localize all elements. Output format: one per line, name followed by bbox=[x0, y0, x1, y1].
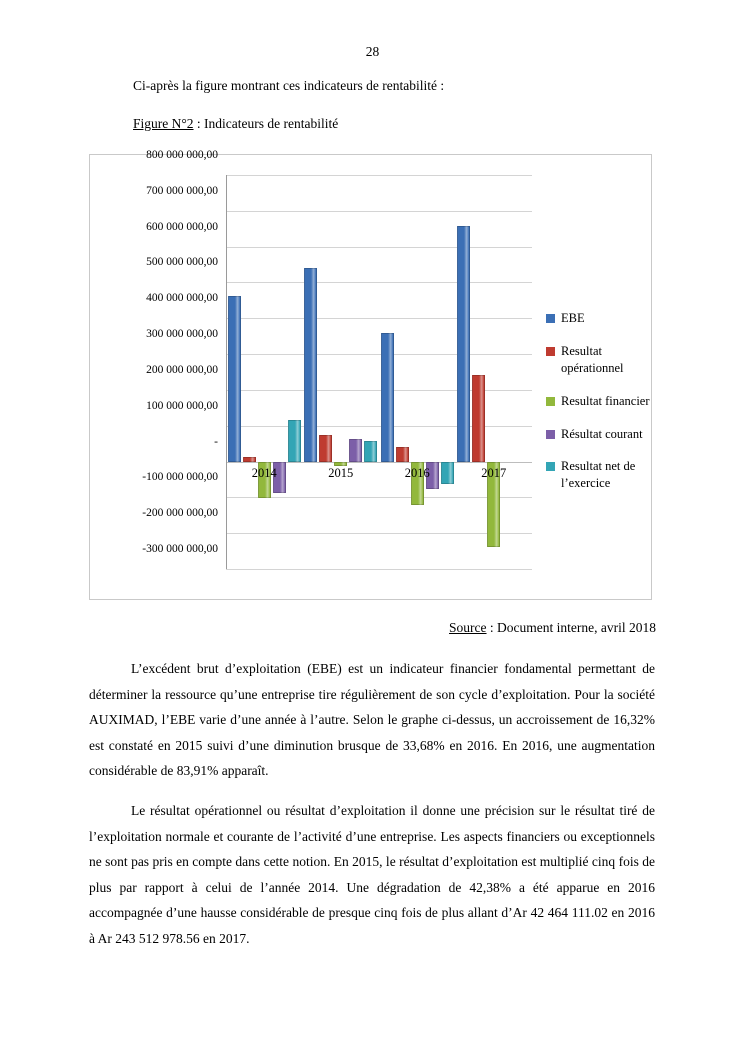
figure-title: : Indicateurs de rentabilité bbox=[193, 116, 339, 131]
legend-label: Resultat financier bbox=[561, 393, 650, 408]
y-axis-tick-label: 700 000 000,00 bbox=[146, 184, 218, 197]
bar-2016-series-0 bbox=[381, 333, 394, 461]
source-note bbox=[449, 620, 656, 636]
chart-legend bbox=[546, 310, 651, 508]
y-axis-tick-label: 600 000 000,00 bbox=[146, 220, 218, 233]
x-axis-label-2016: 2016 bbox=[404, 465, 430, 480]
page-number: 28 bbox=[365, 44, 380, 59]
x-axis-label-2017: 2017 bbox=[481, 465, 507, 480]
legend-item-1[interactable] bbox=[546, 343, 651, 377]
legend-swatch-icon bbox=[546, 462, 555, 471]
x-axis-label-2015: 2015 bbox=[328, 465, 354, 480]
source-text: : Document interne, avril 2018 bbox=[486, 620, 656, 635]
intro-line: Ci-après la figure montrant ces indicateurs de rentabilité : bbox=[133, 78, 445, 93]
y-axis-tick-label: 100 000 000,00 bbox=[146, 399, 218, 412]
bar-2017-series-0 bbox=[457, 226, 470, 462]
y-axis-tick-label: -100 000 000,00 bbox=[142, 471, 218, 484]
legend-swatch-icon bbox=[546, 347, 555, 356]
y-axis-tick-label: - bbox=[214, 435, 218, 448]
legend-label: EBE bbox=[561, 311, 585, 325]
legend-item-3[interactable] bbox=[546, 426, 651, 443]
bar-2014-series-1 bbox=[243, 457, 256, 462]
source-label: Source bbox=[449, 620, 487, 635]
bar-2015-series-1 bbox=[319, 435, 332, 461]
bar-2017-series-1 bbox=[472, 375, 485, 462]
y-axis-tick-label: -300 000 000,00 bbox=[142, 543, 218, 555]
figure-caption bbox=[133, 116, 338, 132]
y-axis-ticks bbox=[90, 149, 218, 555]
legend-item-4[interactable] bbox=[546, 458, 651, 492]
bar-2014-series-4 bbox=[288, 420, 301, 462]
y-axis-tick-label: 200 000 000,00 bbox=[146, 363, 218, 376]
y-axis-tick-label: -200 000 000,00 bbox=[142, 507, 218, 520]
gridline bbox=[226, 569, 532, 570]
y-axis-tick-label: 300 000 000,00 bbox=[146, 328, 218, 341]
x-axis-label-2014: 2014 bbox=[251, 465, 277, 480]
legend-swatch-icon bbox=[546, 430, 555, 439]
bar-2016-series-1 bbox=[396, 447, 409, 462]
y-axis-tick-label: 400 000 000,00 bbox=[146, 292, 218, 305]
legend-swatch-icon bbox=[546, 397, 555, 406]
paragraph-ebe: L’excédent brut d’exploitation (EBE) est un indicateur financier fondamental permettant de déterminer la ressource qu’une entreprise tire régulièrement de son cycle d’exploitation. Pour la société AUXIMAD, l’EBE varie d’une année à l’autre. Selon le graphe ci-dessus, un accroissement de 16,32% est constaté en 2015 suivi d’une diminution brusque de 33,68% en 2016. En 2016, une augmentation considérable de 83,91% apparaît. bbox=[89, 661, 655, 778]
legend-label: Resultat opérationnel bbox=[561, 343, 624, 375]
bar-2015-series-0 bbox=[304, 268, 317, 461]
legend-item-2[interactable] bbox=[546, 393, 651, 410]
legend-swatch-icon bbox=[546, 314, 555, 323]
bar-2014-series-0 bbox=[228, 296, 241, 462]
figure-label: Figure N°2 bbox=[133, 116, 194, 131]
chart-container bbox=[89, 149, 652, 600]
legend-label: Resultat net de l’exercice bbox=[561, 459, 636, 491]
y-axis-tick-label: 500 000 000,00 bbox=[146, 256, 218, 269]
bar-2015-series-4 bbox=[364, 441, 377, 461]
y-axis-tick-label: 800 000 000,00 bbox=[146, 149, 218, 161]
legend-item-0[interactable] bbox=[546, 310, 651, 327]
legend-label: Résultat courant bbox=[561, 426, 643, 441]
chart-plot-area bbox=[226, 175, 532, 569]
x-axis-labels bbox=[226, 466, 532, 482]
bar-2015-series-3 bbox=[349, 439, 362, 462]
paragraph-resultat-operationnel: Le résultat opérationnel ou résultat d’exploitation il donne une précision sur le résultat tiré de l’exploitation normale et courante de l’activité d’une entreprise. Les aspects financiers ou exceptionnels ne sont pas pris en compte dans cette notion. En 2015, le résultat d’exploitation est multiplié cinq fois de plus par rapport à celui de l’année 2014. Une dégradation de 42,38% a été apparue en 2016 accompagnée d’une hausse considérable de presque cinq fois de plus allant d’Ar 42 464 111.02 en 2016 à Ar 243 512 978.56 en 2017. bbox=[89, 803, 655, 946]
